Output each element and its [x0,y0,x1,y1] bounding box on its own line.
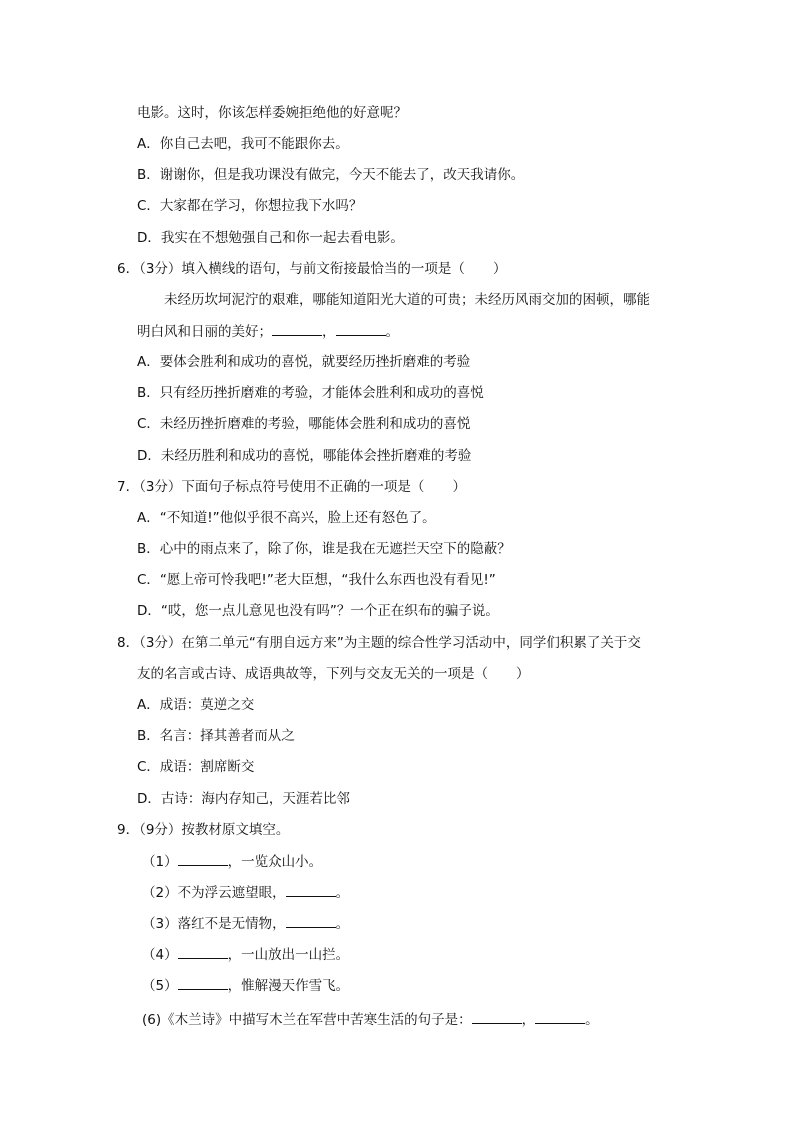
q5-option-c: C．大家都在学习，你想拉我下水吗？ [137,198,363,214]
q9-item-1 [142,851,322,872]
q5-option-a: A．你自己去吧，我可不能跟你去。 [137,136,349,152]
q8-option-b: B．名言：择其善者而从之 [137,728,295,744]
q6-stem [117,259,506,279]
q9-item-6-blank-1[interactable] [472,1009,522,1024]
q7-option-a: A．“不知道!”他似乎很不高兴，脸上还有怒色了。 [137,510,436,526]
q5-option-d: D．我实在不想勉强自己和你一起去看电影。 [137,230,404,246]
q9-item-6-blank-2[interactable] [535,1009,585,1024]
q7-option-c: C．“愿上帝可怜我吧!”老大臣想，“我什么东西也没有看见!” [137,572,496,588]
q8-stem-close-paren: ） [516,666,530,682]
q6-answer-blank-2[interactable] [336,321,386,336]
q9-item-4-blank[interactable] [178,944,228,959]
q8-option-c: C．成语：割席断交 [137,759,255,775]
q9-item-5-number: （5） [142,978,178,994]
q9-item-2-period: 。 [335,885,350,901]
q9-item-6-text: (6)《木兰诗》中描写木兰在军营中苦寒生活的句子是： [142,1012,472,1028]
q9-item-6-period: 。 [585,1012,599,1028]
q9-item-3-text: （3）落红不是无情物， [142,916,286,932]
q7-stem-close-paren: ） [452,479,466,495]
q7-option-d: D．“哎，您一点儿意见也没有吗”？一个正在织布的骗子说。 [137,603,499,619]
q6-option-c: C．未经历挫折磨难的考验，哪能体会胜利和成功的喜悦 [137,416,471,432]
q9-item-2 [142,882,349,903]
q9-item-2-text: （2）不为浮云遮望眼， [142,885,286,901]
q9-item-6-comma: ， [521,1012,536,1028]
q9-item-1-number: （1） [142,854,178,870]
q5-option-b: B．谢谢你，但是我功课没有做完，今天不能去了，改天我请你。 [137,167,525,183]
q6-passage-text: 明白风和日丽的美好； [137,324,272,340]
q6-period: 。 [385,324,399,340]
q6-option-a: A．要体会胜利和成功的喜悦，就要经历挫折磨难的考验 [137,354,471,370]
q6-answer-blank-1[interactable] [272,321,322,336]
q8-option-d: D．古诗：海内存知己，天涯若比邻 [137,791,350,807]
q9-item-1-blank[interactable] [178,851,228,866]
q8-stem-text: 友的名言或古诗、成语典故等，下列与交友无关的一项是（ [137,666,488,682]
q9-item-3-period: 。 [335,916,350,932]
q9-item-2-blank[interactable] [286,882,336,897]
q9-item-3-blank[interactable] [286,913,336,928]
q7-stem-text: 7．（3分）下面句子标点符号使用不正确的一项是（ [117,479,425,495]
q9-item-4-number: （4） [142,947,178,963]
q8-stem-line2 [137,664,530,684]
q6-comma: ， [322,324,336,340]
q6-passage-line1: 未经历坎坷泥泞的艰难，哪能知道阳光大道的可贵；未经历风雨交加的困顿，哪能 [164,292,650,308]
q9-item-4-text: ，一山放出一山拦。 [227,947,350,963]
q9-item-3 [142,913,349,934]
q5-stem-tail: 电影。这时，你该怎样委婉拒绝他的好意呢？ [137,105,407,121]
q8-stem-line1: 8．（3分）在第二单元“有朋自远方来”为主题的综合性学习活动中，同学们积累了关于交 [117,635,641,651]
q9-item-5-text: ，惟解漫天作雪飞。 [227,978,350,994]
q6-option-d: D．未经历胜利和成功的喜悦，哪能体会挫折磨难的考验 [137,448,472,464]
q6-option-b: B．只有经历挫折磨难的考验，才能体会胜利和成功的喜悦 [137,385,484,401]
q9-item-4 [142,944,349,965]
q9-item-1-text: ，一览众山小。 [227,854,323,870]
q9-item-5-blank[interactable] [178,975,228,990]
q9-stem: 9．（9分）按教材原文填空。 [117,822,290,838]
q8-option-a: A．成语：莫逆之交 [137,697,255,713]
q9-item-5 [142,975,349,996]
q7-stem [117,477,466,497]
q7-option-b: B．心中的雨点来了，除了你，谁是我在无遮拦天空下的隐蔽？ [137,541,511,557]
q6-passage-line2 [137,321,399,342]
q9-item-6 [142,1009,599,1030]
q6-stem-text: 6．（3分）填入横线的语句，与前文衔接最恰当的一项是（ [117,261,465,277]
q6-stem-close-paren: ） [492,261,507,277]
